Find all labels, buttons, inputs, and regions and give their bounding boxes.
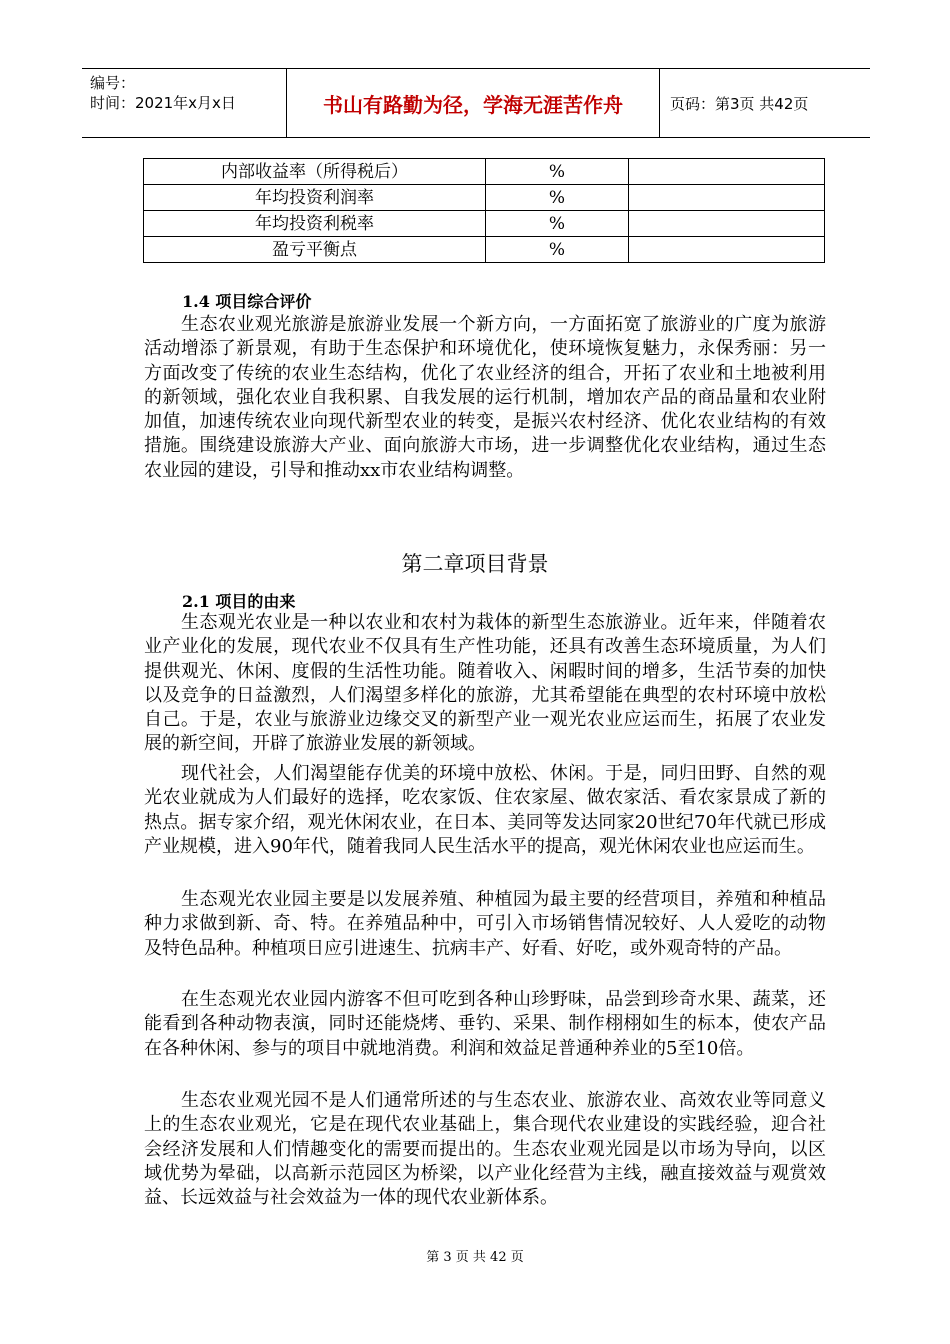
table-row — [144, 185, 825, 211]
section-2-1-paragraph-4: 在生态观光农业园内游客不但可吃到各种山珍野味，品尝到珍奇水果、蔬菜，还能看到各种动物表演，同时还能烧烤、垂钓、采果、制作栩栩如生的标本，使农产品在各种休闲、参与的项目中就地消费。利润和效益足普通种养业的5至10倍。 — [144, 989, 826, 1059]
document-number-label: 编号： — [90, 74, 136, 92]
section-2-1-paragraph-1: 生态观光农业是一种以农业和农村为栽体的新型生态旅游业。近年来，伴随着农业产业化的发展，现代农业不仅具有生产性功能，还具有改善生态环境质量，为人们提供观光、休闲、度假的生活性功能。随着收入、闲暇时间的增多，生活节奏的加快以及竞争的日益激烈，人们渴望多样化的旅游，尤其希望能在典型的农村环境中放松自己。于是，农业与旅游业边缘交叉的新型产业一观光农业应运而生，拓展了农业发展的新空间，开辟了旅游业发展的新领域。 — [144, 612, 826, 755]
table-cell-unit: % — [486, 237, 629, 263]
table-cell-unit: % — [486, 159, 629, 185]
table-cell-label: 年均投资利润率 — [144, 185, 486, 211]
page-header — [82, 68, 870, 138]
section-2-1-paragraph-3: 生态观光农业园主要是以发展养殖、种植园为最主要的经营项目，养殖和种植品种力求做到新、奇、特。在养殖品种中，可引入市场销售情况较好、人人爱吃的动物及特色品种。种植项日应引进速生、抗病丰产、好看、好吃，或外观奇特的产品。 — [144, 889, 826, 959]
section-2-1-title: 2.1 项目的由来 — [182, 592, 296, 611]
section-1-4-paragraph: 生态农业观光旅游是旅游业发展一个新方向，一方面拓宽了旅游业的广度为旅游活动增添了新景观，有助于生态保护和环境优化，使环境恢复魅力，永保秀丽：另一方面改变了传统的农业生态结构，优化了农业经济的组合，开拓了农业和土地被利用的新领域，强化农业自我积累、自我发展的运行机制，增加农产品的商品量和农业附加值，加速传统农业向现代新型农业的转变，是振兴农村经济、优化农业结构的有效措施。围绕建设旅游大产业、面向旅游大市场，进一步调整优化农业结构，通过生态农业园的建设，引导和推动xx市农业结构调整。 — [144, 314, 826, 481]
table-row — [144, 159, 825, 185]
header-page-number: 页码：第3页 共42页 — [670, 94, 809, 113]
section-2-1-paragraph-5: 生态农业观光园不是人们通常所述的与生态农业、旅游农业、高效农业等同意义上的生态农业观光，它是在现代农业基础上，集合现代农业建设的实践经验，迎合社会经济发展和人们情趣变化的需要而提出的。生态农业观光园是以市场为导向，以区域优势为晕础，以高新示范园区为桥梁，以产业化经营为主线，融直接效益与观赏效益、长远效益与社会效益为一体的现代农业新体系。 — [144, 1090, 826, 1209]
document-date-label: 时间：2021年x月x日 — [90, 94, 236, 112]
section-1-4-title: 1.4 项目综合评价 — [182, 292, 312, 311]
table-row — [144, 211, 825, 237]
table-cell-label: 盈亏平衡点 — [144, 237, 486, 263]
table-cell-value — [629, 211, 825, 237]
table-cell-value — [629, 159, 825, 185]
header-meta — [82, 69, 287, 137]
section-2-1-paragraph-2: 现代社会，人们渴望能存优美的环境中放松、休闲。于是，同归田野、自然的观光农业就成为人们最好的选择，吃农家饭、住农家屋、做农家活、看农家景成了新的热点。据专家介绍，观光休闲农业，在日本、美同等发达同家20世纪70年代就已形成产业规模，进入90年代，随着我同人民生活水平的提高，观光休闲农业也应运而生。 — [144, 763, 826, 857]
financial-indicators-table — [143, 158, 825, 263]
table-cell-value — [629, 185, 825, 211]
table-row — [144, 237, 825, 263]
table-cell-value — [629, 237, 825, 263]
table-cell-unit: % — [486, 185, 629, 211]
table-cell-label: 内部收益率（所得税后） — [144, 159, 486, 185]
table-cell-unit: % — [486, 211, 629, 237]
header-motto: 书山有路勤为径，学海无涯苦作舟 — [287, 69, 660, 137]
page-footer: 第 3 页 共 42 页 — [426, 1250, 524, 1265]
chapter-title: 第二章项目背景 — [401, 552, 549, 576]
table-cell-label: 年均投资利税率 — [144, 211, 486, 237]
